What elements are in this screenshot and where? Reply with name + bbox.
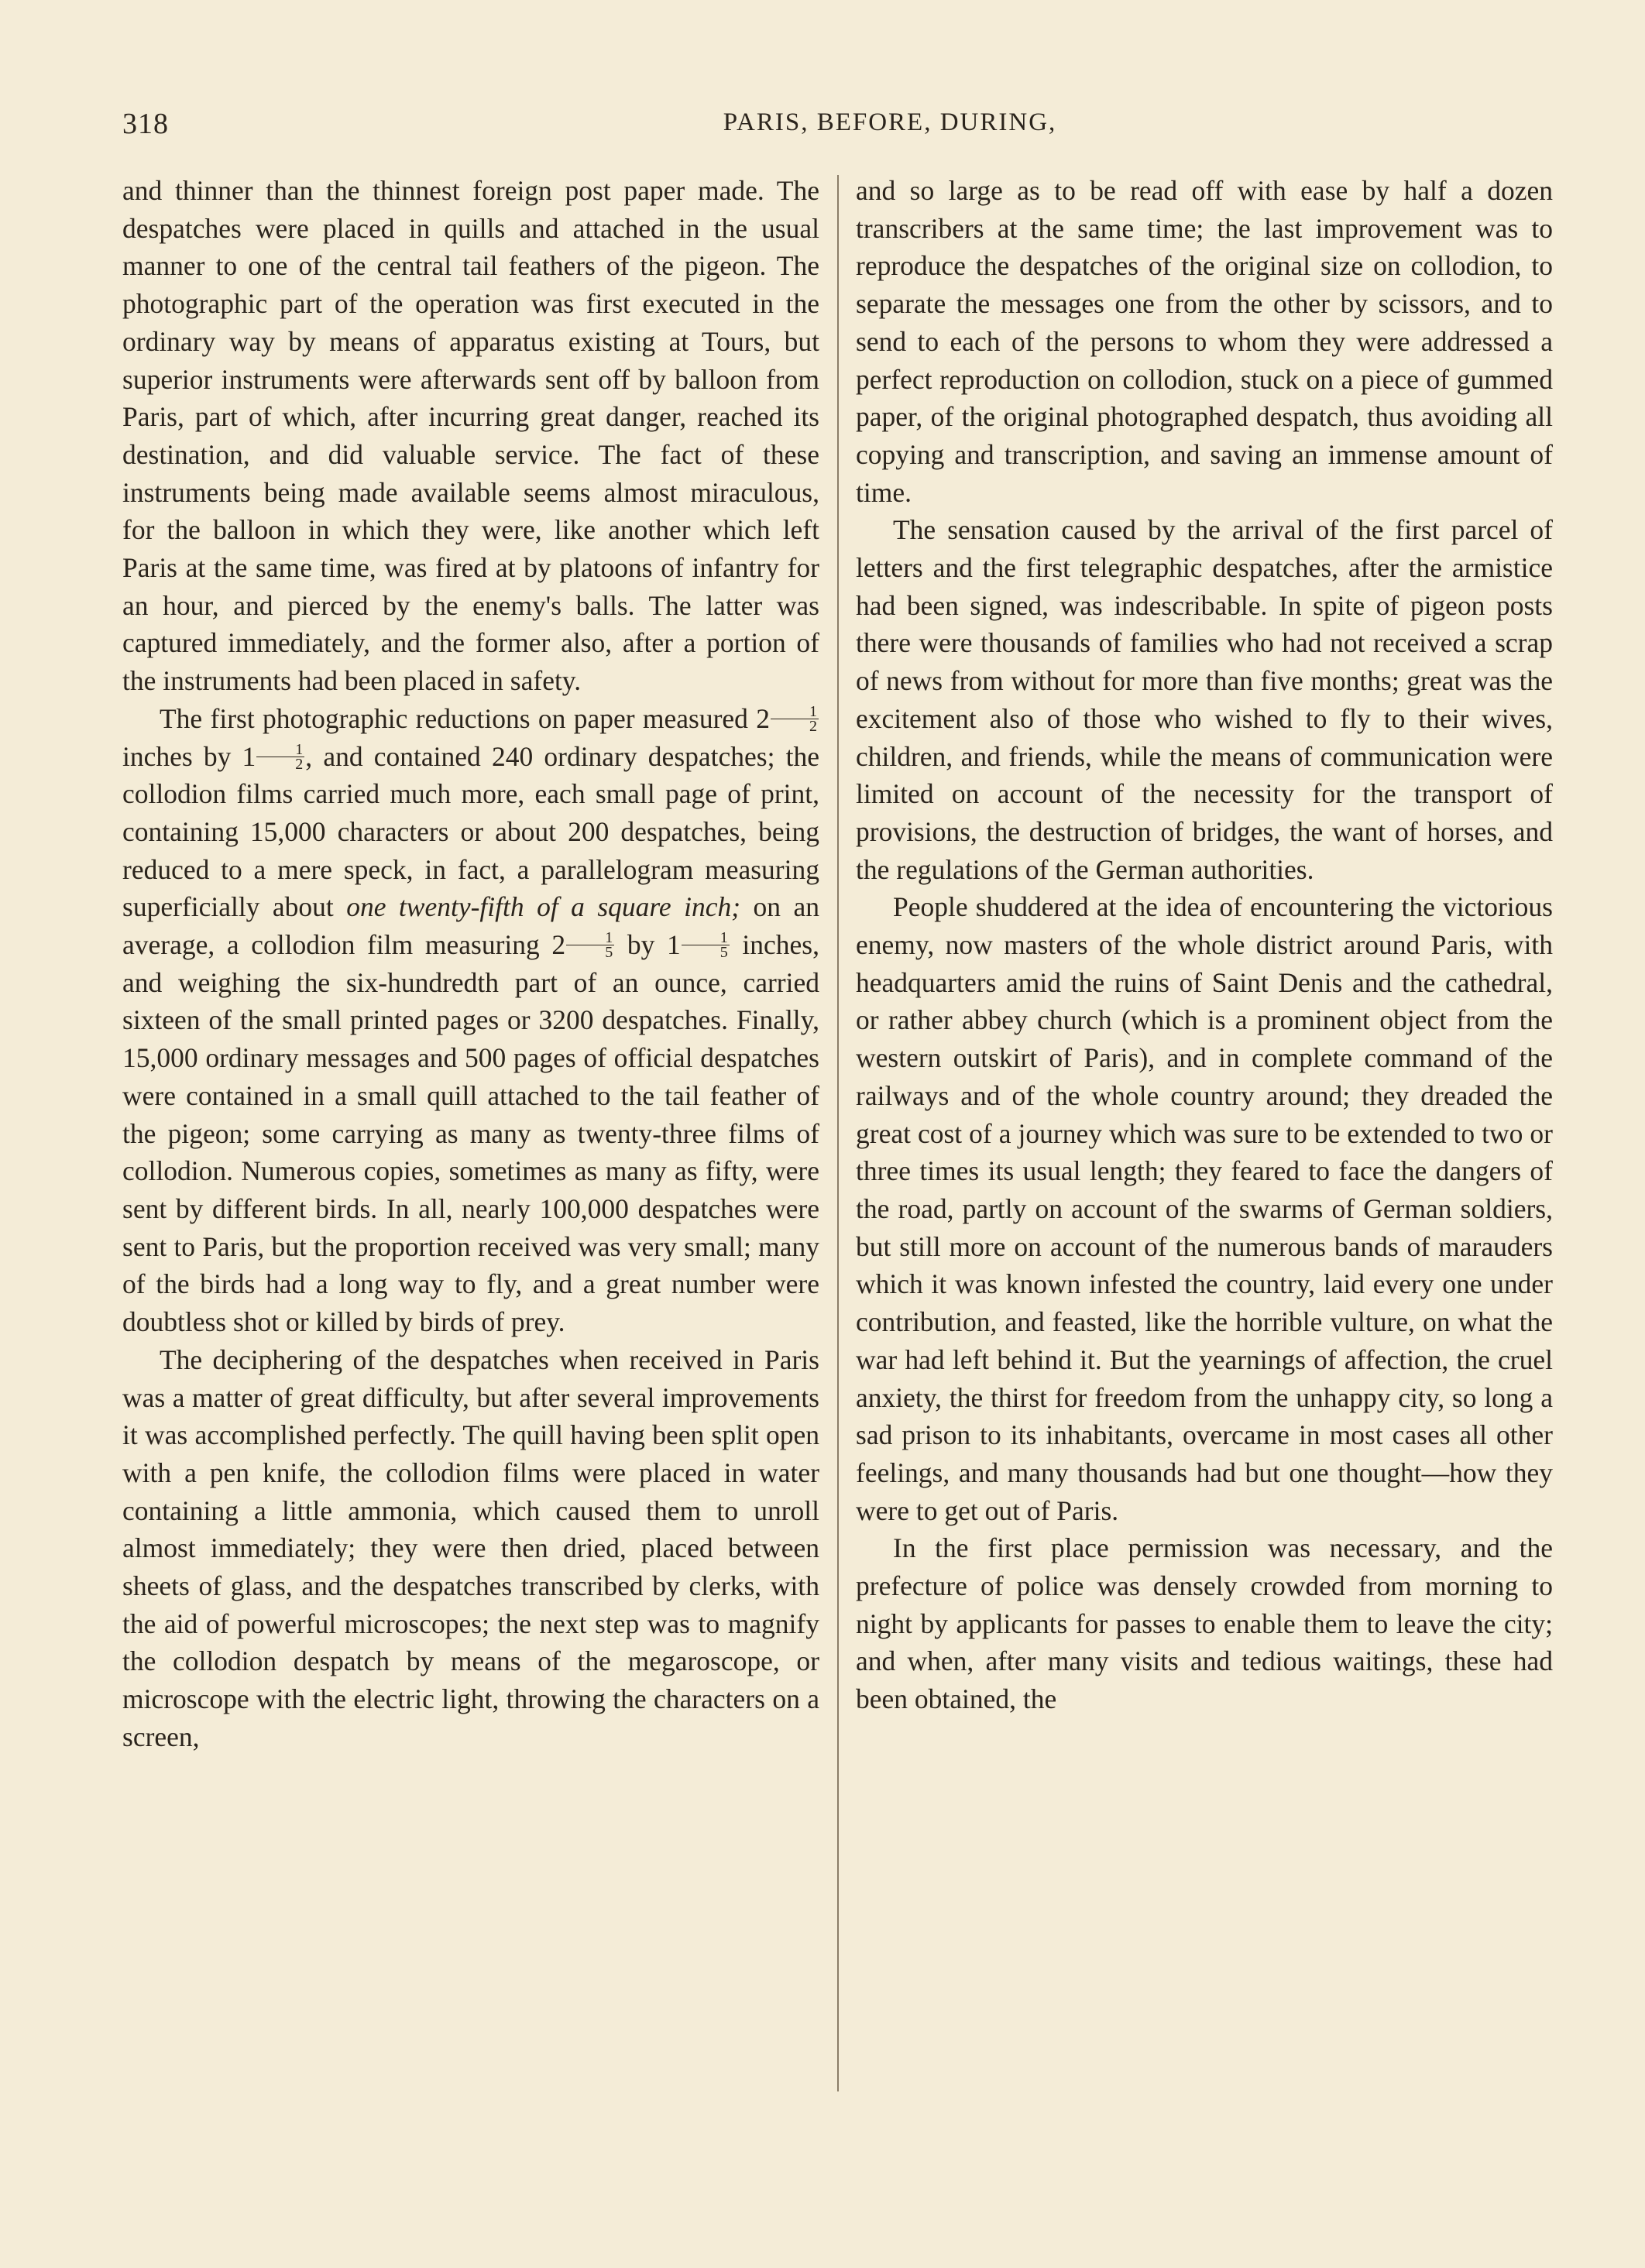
paragraph: and so large as to be read off with ease by half a dozen transcribers at the same time; the last improvement was to reproduce the despatches of the original size on collodion, to separate the messages one from the other by scissors, and to send to each of the persons to whom they were addressed a perfect reproduction on collodion, stuck on a piece of gummed paper, of the original photographed despatch, thus avoiding all copying and transcription, and saving an immense amount of time.	[856, 175, 1553, 508]
paragraph: The deciphering of the despatches when received in Paris was a matter of great difficulty, but after several improvements it was accomplished perfectly. The quill having been split open with a pen knife, the collodion films were placed in water containing a little ammonia, which caused them to unroll almost immediately; they were then dried, placed between sheets of glass, and the despatches transcribed by clerks, with the aid of powerful microscopes; the next step was to magnify the collodion despatch by means of the megaroscope, or microscope with the electric light, throwing the characters on a screen,	[122, 1343, 819, 1752]
text-run: inches by 1	[122, 740, 256, 772]
fraction-numerator: 1	[771, 705, 819, 719]
text-run: on an average, a collodion film measuring 2	[122, 891, 819, 961]
fraction-numerator: 1	[566, 931, 614, 945]
fraction-denominator: 2	[295, 755, 304, 773]
paragraph-with-fractions	[122, 700, 819, 1341]
fraction-denominator: 5	[605, 944, 613, 962]
fraction	[566, 929, 614, 962]
italic-text: one twenty-fifth of a square inch;	[346, 891, 741, 923]
fraction	[682, 929, 730, 962]
column-divider	[837, 175, 839, 2091]
text-run: by 1	[615, 929, 681, 961]
paragraph: and thinner than the thinnest foreign post paper made. The despatches were placed in quills and attached in the usual manner to one of the central tail feathers of the pigeon. The photographic part of the operation was first executed in the ordinary way by means of apparatus existing at Tours, but superior instruments were afterwards sent off by balloon from Paris, part of which, after incurring great danger, reached its destination, and did valuable service. The fact of these instruments being made available seems almost miraculous, for the balloon in which they were, like another which left Paris at the same time, was fired at by platoons of infantry for an hour, and pierced by the enemy's balls. The latter was captured immediately, and the former also, after a portion of the instruments had been placed in safety.	[122, 175, 819, 697]
fraction	[771, 702, 819, 735]
fraction-denominator: 2	[809, 717, 817, 735]
fraction-numerator: 1	[256, 743, 304, 757]
fraction-denominator: 5	[719, 944, 728, 962]
page-number: 318	[122, 108, 169, 140]
fraction	[256, 740, 304, 773]
text-run: , and contained 240 ordinary despatches; the collodion films carried much more, each small page of print, containing 15,000 characters or about 200 despatches, being reduced to a mere speck, in fact, a parallelogram measuring superficially about	[122, 740, 819, 923]
right-column	[856, 172, 1553, 1718]
fraction-numerator: 1	[682, 931, 730, 945]
left-column	[122, 172, 819, 1756]
running-title: PARIS, BEFORE, DURING,	[723, 108, 1057, 136]
paragraph: In the first place permission was necessary, and the prefecture of police was densely crowded from morning to night by applicants for passes to enable them to leave the city; and when, after many visits and tedious waitings, these had been obtained, the	[856, 1532, 1553, 1715]
text-run: inches, and weighing the six-hundredth part of an ounce, carried sixteen of the small printed pages or 3200 despatches. Finally, 15,000 ordinary messages and 500 pages of official despatches were contained in a small quill attached to the tail feather of the pigeon; some carrying as many as twenty-three films of collodion. Numerous copies, sometimes as many as fifty, were sent by different birds. In all, nearly 100,000 despatches were sent to Paris, but the proportion received was very small; many of the birds had a long way to fly, and a great number were doubtless shot or killed by birds of prey.	[122, 929, 819, 1338]
paragraph: People shuddered at the idea of encountering the victorious enemy, now masters of the whole district around Paris, with headquarters amid the ruins of Saint Denis and the cathedral, or rather abbey church (which is a prominent object from the western outskirt of Paris), and in complete command of the railways and of the whole country around; they dreaded the great cost of a journey which was sure to be extended to two or three times its usual length; they feared to face the dangers of the road, partly on account of the swarms of German soldiers, but still more on account of the numerous bands of marauders which it was known infested the country, laid every one under contribution, and feasted, like the horrible vulture, on what the war had left behind it. But the yearnings of affection, the cruel anxiety, the thirst for freedom from the unhappy city, so long a sad prison to its inhabitants, overcame in most cases all other feelings, and many thousands had but one thought—how they were to get out of Paris.	[856, 891, 1553, 1526]
text-run: The first photographic reductions on paper measured 2	[160, 702, 770, 734]
paragraph: The sensation caused by the arrival of the first parcel of letters and the first telegraphic despatches, after the armistice had been signed, was indescribable. In spite of pigeon posts there were thousands of families who had not received a scrap of news from without for more than five months; great was the excitement also of those who wished to fly to their wives, children, and friends, while the means of communication were limited on account of the necessity for the transport of provisions, the destruction of bridges, the want of horses, and the regulations of the German authorities.	[856, 514, 1553, 885]
running-head	[122, 107, 1549, 150]
